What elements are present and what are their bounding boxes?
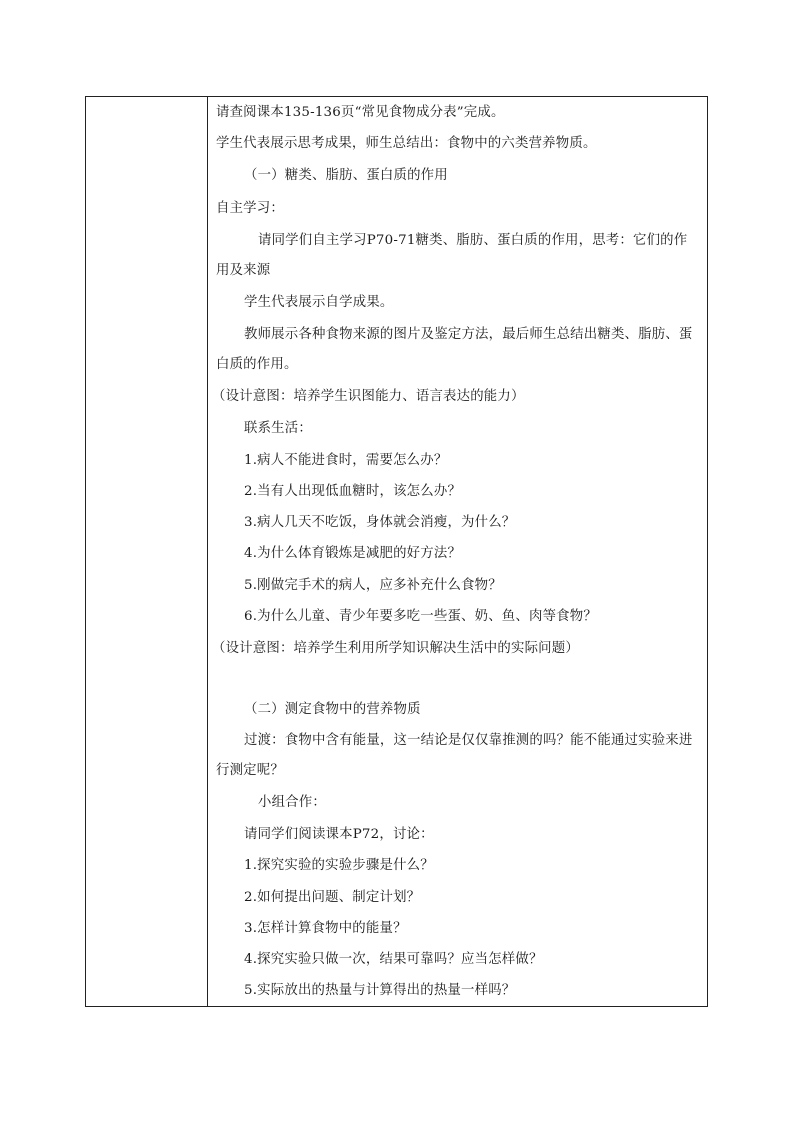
text-line: 学生代表展示自学成果。: [244, 295, 394, 310]
text-line: 学生代表展示思考成果，师生总结出：食物中的六类营养物质。: [216, 136, 597, 151]
text-line: 行测定呢？: [216, 763, 284, 778]
text-line: 5.刚做完手术的病人，应多补充什么食物？: [244, 578, 502, 593]
text-line: 3.怎样计算食物中的能量？: [244, 921, 407, 936]
text-line: 1.病人不能进食时，需要怎么办？: [244, 453, 448, 468]
text-line: 4.探究实验只做一次，结果可靠吗？应当怎样做？: [244, 952, 543, 967]
text-line: 过渡：食物中含有能量，这一结论是仅仅靠推测的吗？能不能通过实验来进: [244, 733, 693, 748]
text-line: （设计意图：培养学生识图能力、语言表达的能力）: [212, 389, 525, 404]
text-line: 用及来源: [216, 263, 271, 278]
content-column-cell: [208, 97, 707, 1006]
left-column-cell: [86, 97, 208, 1006]
text-line: 请同学们阅读课本P72，讨论：: [244, 827, 434, 842]
text-line: 2.如何提出问题、制定计划？: [244, 890, 421, 905]
text-line: 联系生活：: [244, 421, 312, 436]
text-line: 4.为什么体育锻炼是减肥的好方法？: [244, 546, 462, 561]
text-line: 小组合作：: [258, 795, 326, 810]
lesson-table: [85, 96, 708, 1007]
text-line: （设计意图：培养学生利用所学知识解决生活中的实际问题）: [212, 641, 579, 656]
text-line: 6.为什么儿童、青少年要多吃一些蛋、奶、鱼、肉等食物？: [244, 609, 597, 624]
text-line: 5.实际放出的热量与计算得出的热量一样吗？: [244, 983, 516, 998]
text-line: （一）糖类、脂肪、蛋白质的作用: [244, 168, 448, 183]
text-line: 白质的作用。: [216, 357, 298, 372]
text-line: （二）测定食物中的营养物质: [244, 702, 421, 717]
text-line: 请同学们自主学习P70-71糖类、脂肪、蛋白质的作用，思考：它们的作: [258, 233, 688, 248]
text-line: 2.当有人出现低血糖时，该怎么办？: [244, 484, 462, 499]
text-line: 1.探究实验的实验步骤是什么？: [244, 858, 434, 873]
text-line: 自主学习：: [216, 201, 284, 216]
text-line: 请查阅课本135-136页“常见食物成分表”完成。: [216, 105, 505, 120]
text-line: 3.病人几天不吃饭，身体就会消瘦，为什么？: [244, 515, 516, 530]
text-line: 教师展示各种食物来源的图片及鉴定方法，最后师生总结出糖类、脂肪、蛋: [244, 327, 693, 342]
